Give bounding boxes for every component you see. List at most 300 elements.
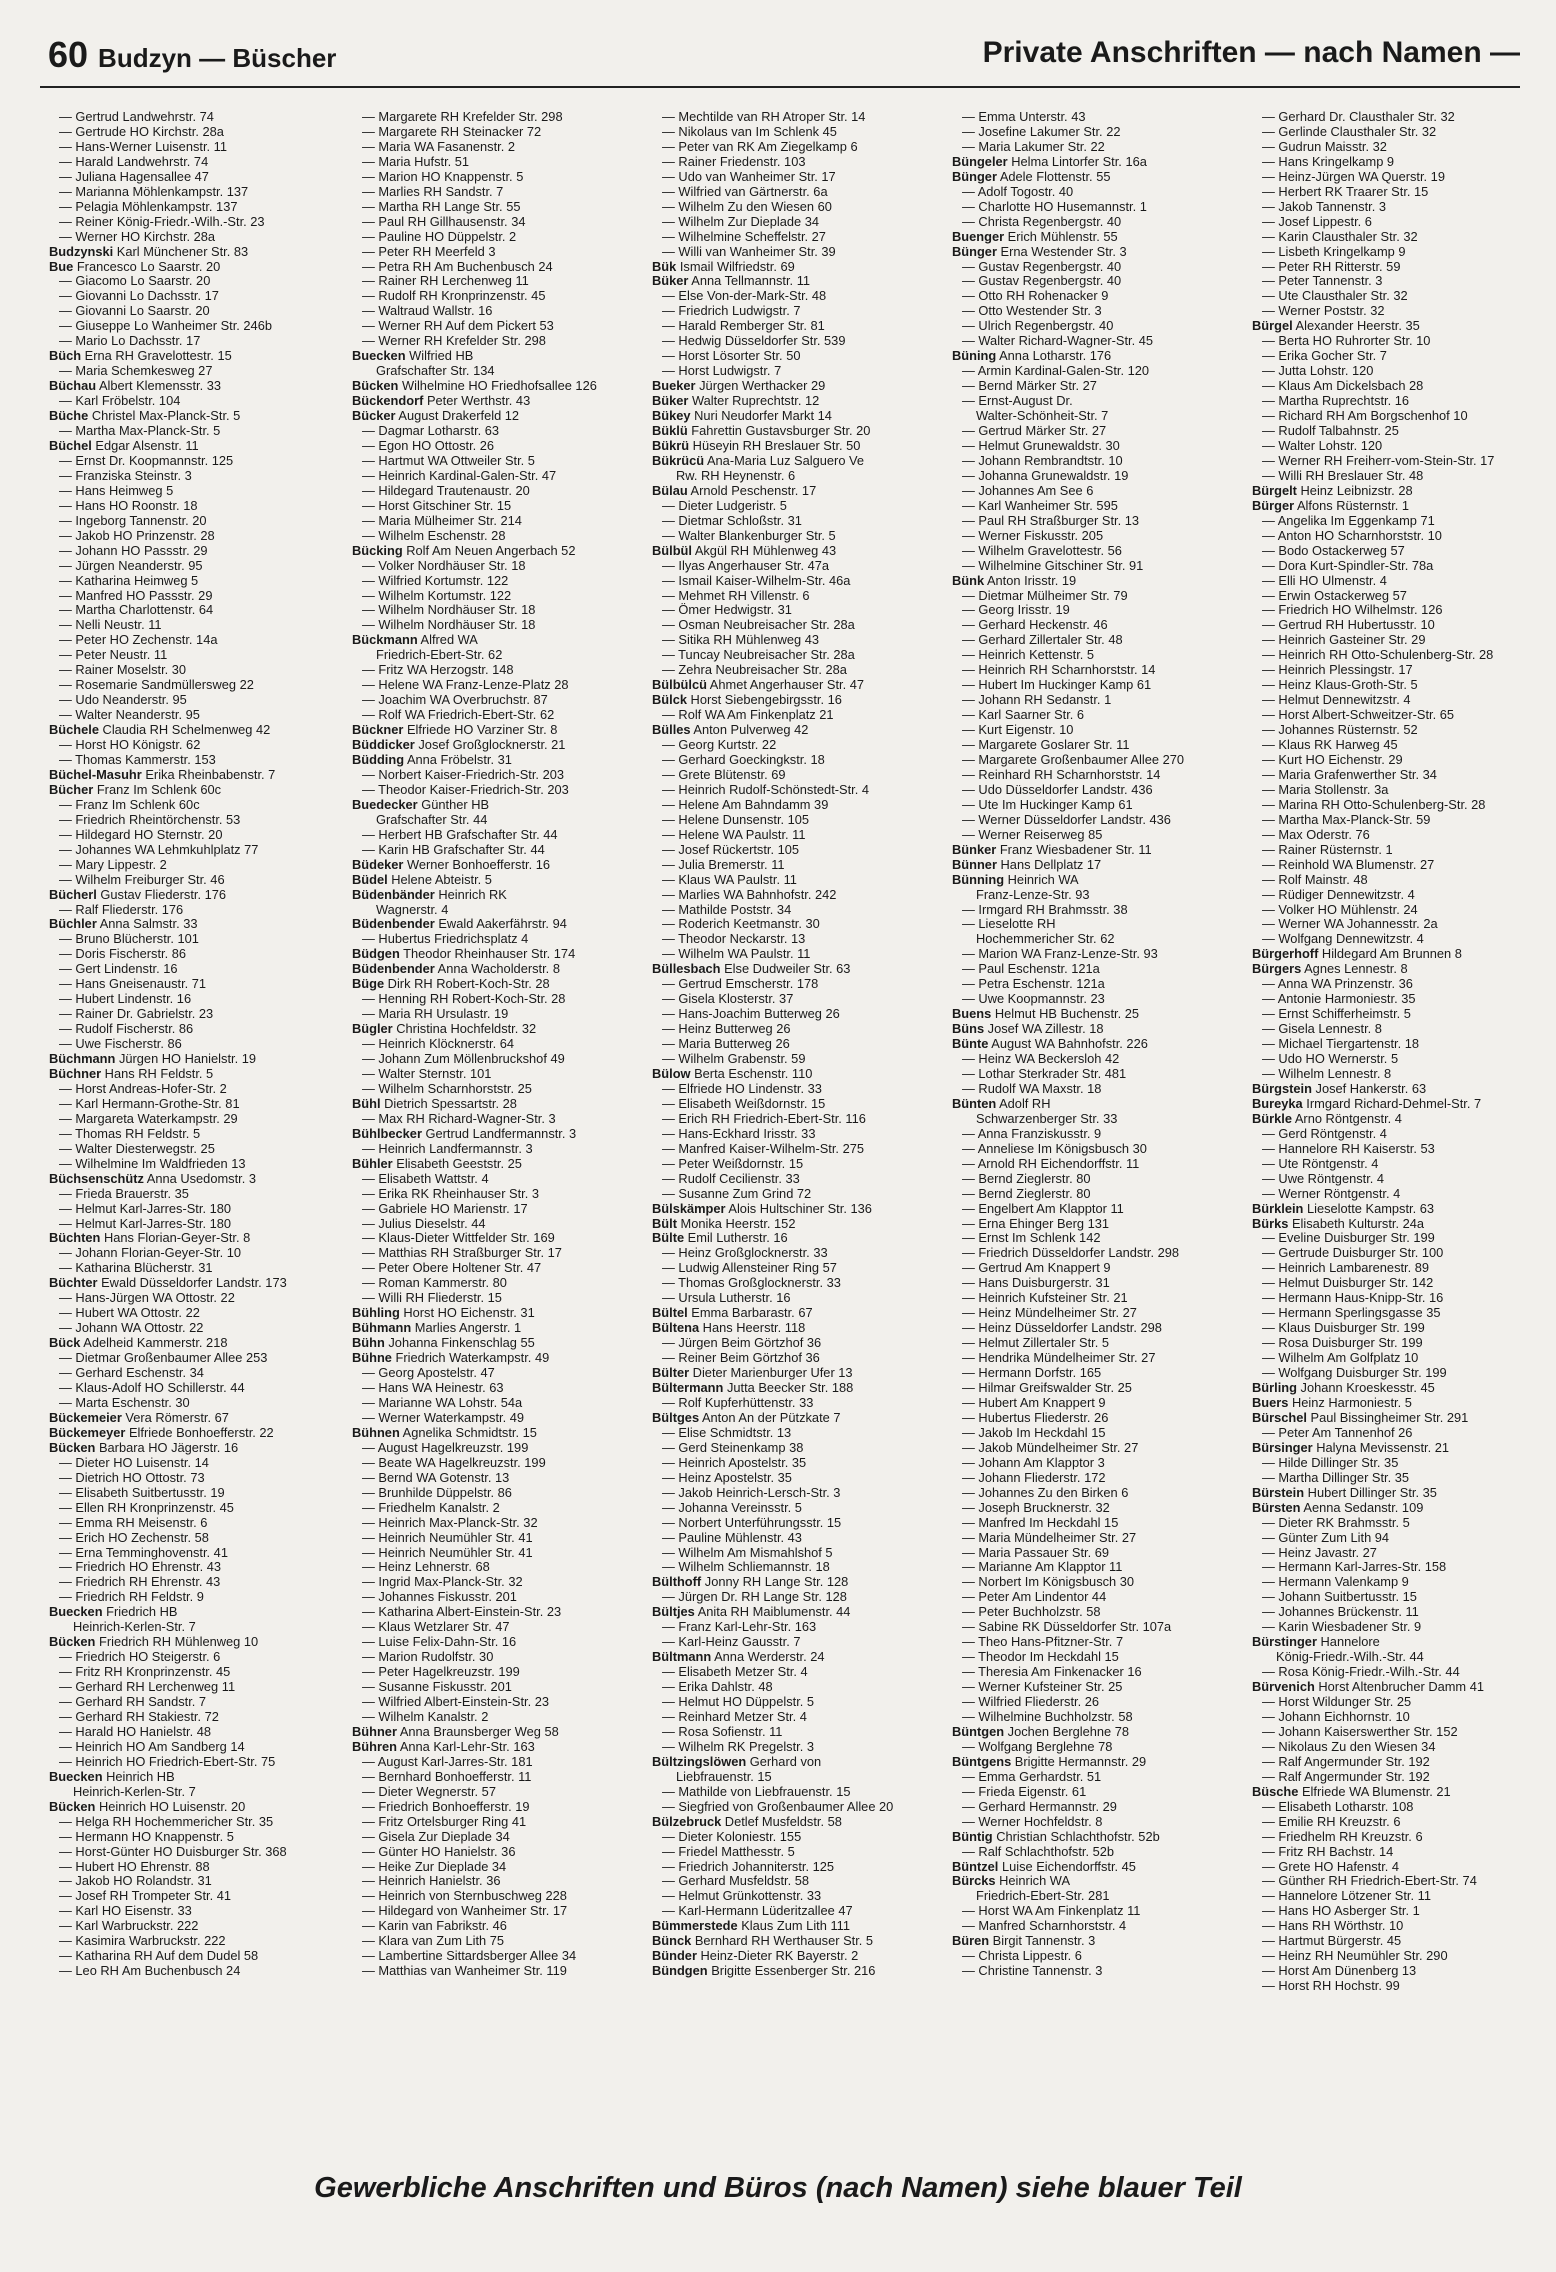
entry-details: Josef Großglocknerstr. 21 (414, 738, 566, 753)
directory-entry: — Friedrich Ludwigstr. 7 (662, 304, 801, 319)
directory-entry: — Rudolf WA Maxstr. 18 (962, 1081, 1102, 1096)
directory-entry-continuation: König-Friedr.-Wilh.-Str. 44 (1276, 1650, 1424, 1665)
directory-entry: — Gerhard RH Lerchenweg 11 (59, 1680, 236, 1695)
surname: Bünk (952, 573, 985, 588)
directory-entry-head (49, 917, 339, 932)
directory-entry: — Wilhelm Kanalstr. 2 (362, 1709, 489, 1724)
directory-entry: — Erika RK Rheinhauser Str. 3 (362, 1186, 540, 1201)
directory-entry-head (352, 858, 642, 873)
entry-details: Arno Röntgenstr. 4 (1291, 1111, 1402, 1126)
directory-entry: — Peter Hagelkreuzstr. 199 (362, 1665, 520, 1680)
directory-entry-head (652, 260, 942, 275)
directory-entry: — Hubertus Fliederstr. 26 (962, 1410, 1109, 1425)
directory-entry-head (1252, 947, 1542, 962)
directory-entry-head (352, 917, 642, 932)
directory-entry: — Helene WA Franz-Lenze-Platz 28 (362, 678, 569, 693)
entry-details: Else Dudweiler Str. 63 (720, 962, 851, 977)
entry-details: Horst Altenbrucher Damm 41 (1314, 1680, 1484, 1695)
directory-entry: — Reinhard RH Scharnhorststr. 14 (962, 767, 1161, 782)
directory-entry: — Emma Unterstr. 43 (962, 110, 1086, 124)
directory-entry: — Klaus Am Dickelsbach 28 (1262, 379, 1424, 394)
directory-entry-head (652, 394, 942, 409)
directory-entry: — Rainer Moselstr. 30 (59, 663, 187, 678)
directory-entry: — Reinhard Metzer Str. 4 (662, 1709, 807, 1724)
entry-details: Hans Dellplatz 17 (996, 857, 1102, 872)
directory-entry: — Jürgen Beim Görtzhof 36 (662, 1336, 822, 1351)
surname: Bürgstein (1252, 1081, 1312, 1096)
surname: Bülow (652, 1067, 691, 1081)
directory-entry: — Werner RH Auf dem Pickert 53 (362, 319, 554, 334)
directory-entry: — Heinrich Plessingstr. 17 (1262, 663, 1413, 678)
directory-entry-head (49, 1231, 339, 1246)
directory-entry: — Hermann Sperlingsgasse 35 (1262, 1306, 1441, 1321)
directory-entry: — Marion HO Knappenstr. 5 (362, 169, 524, 184)
directory-entry: — Horst Wildunger Str. 25 (1262, 1695, 1412, 1710)
surname: Bünner (952, 857, 997, 872)
directory-entry: — Hans RH Wörthstr. 10 (1262, 1919, 1404, 1934)
directory-entry: — Helene Dunsenstr. 105 (662, 812, 810, 827)
directory-entry: — Karl Hermann-Grothe-Str. 81 (59, 1096, 240, 1111)
directory-entry: — Nikolaus Zu den Wiesen 34 (1262, 1739, 1436, 1754)
directory-entry-head (652, 1067, 942, 1082)
directory-entry: — Horst Albert-Schweitzer-Str. 65 (1262, 708, 1455, 723)
directory-entry: — Johann Zum Möllenbruckshof 49 (362, 1052, 565, 1067)
entry-details: Dirk RH Robert-Koch-Str. 28 (384, 977, 550, 992)
directory-entry: — Maria Butterweg 26 (662, 1037, 790, 1052)
directory-entry: — Uwe Koopmannstr. 23 (962, 992, 1105, 1007)
entry-details: Marlies Angerstr. 1 (411, 1321, 522, 1336)
directory-entry: — Ludwig Allensteiner Ring 57 (662, 1261, 837, 1276)
directory-entry-head (952, 1022, 1242, 1037)
entry-details: Josef WA Zillestr. 18 (984, 1022, 1104, 1037)
directory-entry: — Wilfried Albert-Einstein-Str. 23 (362, 1695, 550, 1710)
directory-entry: — Matthias van Wanheimer Str. 119 (362, 1964, 567, 1979)
directory-entry: — Anneliese Im Königsbusch 30 (962, 1141, 1147, 1156)
entry-details: Alfred WA (417, 633, 478, 648)
directory-entry: — Lisbeth Kringelkamp 9 (1262, 244, 1406, 259)
entry-details: Alexander Heerstr. 35 (1292, 319, 1420, 334)
entry-details: Helene Abteistr. 5 (387, 872, 492, 887)
entry-details: Erika Rheinbabenstr. 7 (141, 767, 276, 782)
directory-entry: — Jakob Heinrich-Lersch-Str. 3 (662, 1485, 841, 1500)
directory-entry: — Marianna Möhlenkampstr. 137 (59, 184, 249, 199)
directory-entry: — Osman Neubreisacher Str. 28a (662, 618, 855, 633)
entry-details: Peter Werthstr. 43 (423, 394, 531, 409)
directory-entry: — Jakob Mündelheimer Str. 27 (962, 1440, 1139, 1455)
surname: Bürvenich (1252, 1680, 1315, 1695)
surname: Bünck (652, 1934, 692, 1949)
entry-details: Adele Flottenstr. 55 (996, 169, 1111, 184)
directory-entry: — Jakob HO Prinzenstr. 28 (59, 528, 215, 543)
directory-entry: — Margareta Waterkampstr. 29 (59, 1111, 238, 1126)
surname: Büchele (49, 723, 99, 738)
entry-details: Wilhelmine HO Friedhofsallee 126 (398, 379, 597, 394)
surname: Bürstinger (1252, 1635, 1317, 1650)
directory-entry: — Johann HO Passstr. 29 (59, 543, 208, 558)
surname: Bückner (352, 723, 404, 738)
directory-entry-head (49, 1441, 339, 1456)
directory-entry-head (652, 484, 942, 499)
directory-entry-head (352, 738, 642, 753)
directory-entry: — Dieter Wegnerstr. 57 (362, 1784, 496, 1799)
directory-entry: — Karin Wiesbadener Str. 9 (1262, 1620, 1422, 1635)
directory-entry: — Heinrich Hanielstr. 36 (362, 1874, 501, 1889)
surname: Bühler (352, 1156, 393, 1171)
directory-entry: — Heinrich Klöcknerstr. 64 (362, 1037, 515, 1052)
directory-entry-head (952, 873, 1242, 888)
directory-entry: — Charlotte HO Husemannstr. 1 (962, 199, 1147, 214)
directory-entry: — Katharina Albert-Einstein-Str. 23 (362, 1605, 562, 1620)
directory-entry-head (952, 1874, 1242, 1889)
surname: Büren (952, 1934, 990, 1949)
directory-entry: — Fritz Ortelsburger Ring 41 (362, 1814, 527, 1829)
section-title: Private Anschriften — nach Namen — (982, 36, 1520, 69)
directory-entry: — Wolfgang Dennewitzstr. 4 (1262, 932, 1424, 947)
directory-entry: — Wilhelm RK Pregelstr. 3 (662, 1739, 815, 1754)
directory-entry-head (49, 439, 339, 454)
directory-entry: — Wilhelm Lennestr. 8 (1262, 1067, 1392, 1081)
directory-entry: — Dietrich HO Ottostr. 73 (59, 1470, 205, 1485)
directory-entry-head (652, 1919, 942, 1934)
directory-entry-head (952, 1934, 1242, 1949)
entry-details: Lieselotte Kampstr. 63 (1303, 1201, 1435, 1216)
surname: Bültjes (652, 1605, 695, 1620)
surname: Bühner (352, 1724, 397, 1739)
surname: Bülles (652, 723, 691, 738)
directory-entry: — Elfriede HO Lindenstr. 33 (662, 1081, 822, 1096)
directory-entry-head (49, 783, 339, 798)
surname: Bülter (652, 1366, 690, 1381)
surname: Büchten (49, 1231, 101, 1246)
directory-entry: — Helmut Grünkottenstr. 33 (662, 1889, 822, 1904)
directory-entry-head (1252, 499, 1542, 514)
entry-details: Albert Klemensstr. 33 (96, 379, 222, 394)
surname: Bürklein (1252, 1201, 1304, 1216)
footer-note: Gewerbliche Anschriften und Büros (nach Namen) siehe blauer Teil (314, 2172, 1242, 2204)
directory-entry-head (1252, 319, 1542, 334)
directory-entry: — Klaus RK Harweg 45 (1262, 738, 1398, 753)
directory-entry: — Rüdiger Dennewitzstr. 4 (1262, 887, 1415, 902)
directory-entry: — Helga RH Hochemmericher Str. 35 (59, 1814, 274, 1829)
directory-entry-head (652, 1411, 942, 1426)
directory-entry-head (952, 155, 1242, 170)
directory-entry: — Werner Kufsteiner Str. 25 (962, 1680, 1123, 1695)
directory-entry: — Karl-Heinz Gausstr. 7 (662, 1635, 801, 1650)
directory-entry: — Heinz Apostelstr. 35 (662, 1470, 792, 1485)
directory-entry: — Marta Eschenstr. 30 (59, 1395, 190, 1410)
entry-details: Hannelore (1316, 1635, 1380, 1650)
directory-entry: — Friedhelm RH Kreuzstr. 6 (1262, 1829, 1423, 1844)
page-name-range: Budzyn — Büscher (98, 43, 337, 73)
surname: Buenger (952, 229, 1005, 244)
directory-entry: — Gerhard Heckenstr. 46 (962, 618, 1108, 633)
directory-entry-head (1252, 1217, 1542, 1232)
directory-entry: — Horst Ludwigstr. 7 (662, 364, 782, 379)
directory-entry: — Karl Fröbelstr. 104 (59, 394, 181, 409)
directory-entry: — Heinrich Max-Planck-Str. 32 (362, 1515, 538, 1530)
entry-details: Anna Tellmannstr. 11 (688, 274, 811, 289)
directory-entry: — Elisabeth Suitbertusstr. 19 (59, 1485, 225, 1500)
directory-entry: — Ernst-August Dr. (962, 394, 1073, 409)
directory-entry-head (49, 1067, 339, 1082)
directory-entry-head (652, 439, 942, 454)
directory-entry: — Katharina Heimweg 5 (59, 573, 199, 588)
entry-details: Walter Ruprechtstr. 12 (688, 394, 820, 409)
directory-entry: — Martha Max-Planck-Str. 5 (59, 424, 221, 439)
directory-entry: — Marlies WA Bahnhofstr. 242 (662, 887, 837, 902)
directory-entry: — Ralf Schlachthofstr. 52b (962, 1844, 1115, 1859)
directory-entry: — Hubert Im Huckinger Kamp 61 (962, 678, 1152, 693)
directory-entry-head (352, 1426, 642, 1441)
entry-details: Gertrud Landfermannstr. 3 (421, 1126, 577, 1141)
entry-details: Elfriede HO Varziner Str. 8 (403, 723, 558, 738)
directory-entry: — Dieter RK Brahmsstr. 5 (1262, 1515, 1410, 1530)
directory-entry: — Maria RH Ursulastr. 19 (362, 1007, 509, 1022)
directory-entry: — Heinrich von Sternbuschweg 228 (362, 1889, 567, 1904)
directory-entry: — Heinrich Lambarenestr. 89 (1262, 1261, 1430, 1276)
directory-entry: — Johannes Rüsternstr. 52 (1262, 723, 1418, 738)
directory-entry: — Heinz Lehnerstr. 68 (362, 1560, 490, 1575)
directory-entry: — Heinrich RH Otto-Schulenberg-Str. 28 (1262, 648, 1494, 663)
surname: Buers (1252, 1395, 1289, 1410)
surname: Büngeler (952, 154, 1008, 169)
directory-entry: — Ute Röntgenstr. 4 (1262, 1156, 1379, 1171)
directory-entry: — Werner HO Kirchstr. 28a (59, 229, 216, 244)
directory-entry: — Horst HO Königstr. 62 (59, 738, 201, 753)
directory-entry: — Walter Blankenburger Str. 5 (662, 528, 836, 543)
directory-entry-head (352, 947, 642, 962)
directory-entry-continuation: Heinrich-Kerlen-Str. 7 (73, 1784, 196, 1799)
surname: Bükrücü (652, 453, 705, 468)
directory-entry: — Mathilde von Liebfrauenstr. 15 (662, 1784, 851, 1799)
directory-entry: — Johannes Fiskusstr. 201 (362, 1590, 517, 1605)
directory-entry: — Mehmet RH Villenstr. 6 (662, 588, 810, 603)
directory-entry: — Rainer Friedenstr. 103 (662, 154, 806, 169)
surname: Bühn (352, 1336, 385, 1351)
directory-entry: — Wolfgang Berglehne 78 (962, 1739, 1113, 1754)
directory-entry-head (352, 349, 642, 364)
directory-entry: — Richard RH Am Borgschenhof 10 (1262, 409, 1468, 424)
directory-entry-head (1252, 1501, 1542, 1516)
directory-entry: — Peter Weißdornstr. 15 (662, 1156, 804, 1171)
entry-details: Friedrich Waterkampstr. 49 (391, 1351, 550, 1366)
directory-entry: — Helmut Zillertaler Str. 5 (962, 1336, 1110, 1351)
surname: Bühne (352, 1351, 392, 1366)
entry-details: Adelheid Kammerstr. 218 (80, 1336, 228, 1351)
directory-entry: — Werner Düsseldorfer Landstr. 436 (962, 812, 1171, 827)
directory-entry: — Gerhard Musfeldstr. 58 (662, 1874, 810, 1889)
directory-entry-head (352, 633, 642, 648)
directory-entry: — Thomas Kammerstr. 153 (59, 752, 216, 767)
directory-entry: — Klaus-Dieter Wittfelder Str. 169 (362, 1231, 555, 1246)
directory-column-3 (652, 110, 942, 2155)
directory-entry: — Maria Passauer Str. 69 (962, 1545, 1110, 1560)
directory-entry: — Hannelore Lötzener Str. 11 (1262, 1889, 1431, 1904)
directory-entry: — Peter Am Lindentor 44 (962, 1590, 1107, 1605)
directory-entry: — Peter RH Meerfeld 3 (362, 244, 496, 259)
directory-entry: — Reinhold WA Blumenstr. 27 (1262, 857, 1435, 872)
directory-entry: — Hermann Haus-Knipp-Str. 16 (1262, 1291, 1444, 1306)
header-left (48, 34, 336, 76)
directory-entry: — Wilfried Fliederstr. 26 (962, 1695, 1100, 1710)
directory-entry: — Theodor Im Heckdahl 15 (962, 1650, 1119, 1665)
surname: Büddicker (352, 738, 415, 753)
directory-entry: — Friedel Matthesstr. 5 (662, 1844, 795, 1859)
directory-entry: — Josef Rückertstr. 105 (662, 842, 800, 857)
entry-details: Christian Schlachthofstr. 52b (992, 1829, 1160, 1844)
directory-entry: — Otto Westender Str. 3 (962, 304, 1102, 319)
directory-entry: — Gisela Klosterstr. 37 (662, 992, 794, 1007)
directory-entry: — Joachim WA Overbruchstr. 87 (362, 693, 548, 708)
directory-entry: — Marion WA Franz-Lenze-Str. 93 (962, 947, 1158, 962)
directory-entry: — Julius Dieselstr. 44 (362, 1216, 486, 1231)
directory-entry: — Paul RH Straßburger Str. 13 (962, 513, 1140, 528)
directory-entry: — Rosa Sofienstr. 11 (662, 1724, 783, 1739)
directory-entry: — Tuncay Neubreisacher Str. 28a (662, 648, 855, 663)
directory-entry: — Heinz-Jürgen WA Querstr. 19 (1262, 169, 1445, 184)
directory-entry: — Rolf WA Am Finkenplatz 21 (662, 708, 834, 723)
directory-entry: — Hans-Werner Luisenstr. 11 (59, 139, 227, 154)
directory-entry: — Hilmar Greifswalder Str. 25 (962, 1381, 1132, 1396)
directory-entry: — Udo Düsseldorfer Landstr. 436 (962, 782, 1153, 797)
directory-entry: — Beate WA Hagelkreuzstr. 199 (362, 1455, 546, 1470)
directory-entry: — Johann Florian-Geyer-Str. 10 (59, 1246, 242, 1261)
directory-entry-head (49, 349, 339, 364)
directory-entry: — Emilie RH Kreuzstr. 6 (1262, 1814, 1401, 1829)
page-header (40, 30, 1520, 88)
directory-entry: — August Hagelkreuzstr. 199 (362, 1440, 529, 1455)
directory-entry: — Juliana Hagensallee 47 (59, 169, 209, 184)
directory-entry-head (352, 1725, 642, 1740)
directory-entry: — Brunhilde Düppelstr. 86 (362, 1485, 512, 1500)
directory-entry: — Jakob Tannenstr. 3 (1262, 199, 1386, 214)
directory-entry: — Jutta Lohstr. 120 (1262, 364, 1374, 379)
directory-entry: — Franziska Steinstr. 3 (59, 468, 192, 483)
surname: Bücken (49, 1440, 96, 1455)
directory-entry: — Maria Hufstr. 51 (362, 154, 470, 169)
entry-details: Hans Florian-Geyer-Str. 8 (100, 1231, 251, 1246)
directory-entry: — Bruno Blücherstr. 101 (59, 932, 199, 947)
directory-entry: — Gerhard Zillertaler Str. 48 (962, 633, 1123, 648)
entry-details: Anton Pulverweg 42 (690, 723, 809, 738)
directory-entry: — Fritz WA Herzogstr. 148 (362, 663, 514, 678)
directory-entry: — Johannes Zu den Birken 6 (962, 1485, 1129, 1500)
directory-entry: — Friedrich Rheintörchenstr. 53 (59, 812, 241, 827)
directory-entry: — Erwin Ostackerweg 57 (1262, 588, 1407, 603)
directory-entry: — Margarete Großenbaumer Allee 270 (962, 752, 1185, 767)
entry-details: Paul Bissingheimer Str. 291 (1306, 1410, 1469, 1425)
page-number: 60 (48, 34, 89, 75)
directory-entry-head (652, 1217, 942, 1232)
surname: Bükey (652, 409, 691, 424)
directory-entry-head (952, 170, 1242, 185)
directory-entry-head (652, 1381, 942, 1396)
directory-entry-head (352, 1022, 642, 1037)
surname: Bücher (49, 782, 94, 797)
surname: Bültena (652, 1321, 700, 1336)
surname: Bürcks (952, 1874, 996, 1889)
directory-entry: — Harald Landwehrstr. 74 (59, 154, 209, 169)
entry-details: Horst Siebengebirgsstr. 16 (686, 693, 842, 708)
directory-entry-head (49, 379, 339, 394)
directory-entry: — Rainer RH Lerchenweg 11 (362, 274, 529, 289)
directory-entry: — Walter Sternstr. 101 (362, 1067, 492, 1081)
directory-entry: — Johann Eichhornstr. 10 (1262, 1709, 1410, 1724)
directory-entry: — Sitika RH Mühlenweg 43 (662, 633, 820, 648)
surname: Büchner (49, 1067, 102, 1081)
directory-entry: — Klaus Duisburger Str. 199 (1262, 1321, 1425, 1336)
entry-details: Hans RH Feldstr. 5 (101, 1067, 214, 1081)
directory-entry: — Adolf Togostr. 40 (962, 184, 1074, 199)
directory-entry: — Matthias RH Straßburger Str. 17 (362, 1246, 562, 1261)
directory-entry: — Harald Remberger Str. 81 (662, 319, 825, 334)
directory-entry: — Max Oderstr. 76 (1262, 827, 1370, 842)
surname: Büdel (352, 872, 388, 887)
directory-entry: — Maria Stollenstr. 3a (1262, 782, 1389, 797)
directory-entry: — Friedrich HO Ehrenstr. 43 (59, 1560, 222, 1575)
directory-entry: — Dora Kurt-Spindler-Str. 78a (1262, 558, 1434, 573)
directory-entry: — Maria Mülheimer Str. 214 (362, 513, 522, 528)
directory-entry: — Maria Mündelheimer Str. 27 (962, 1530, 1137, 1545)
directory-entry: — Dieter HO Luisenstr. 14 (59, 1455, 209, 1470)
surname: Bült (652, 1216, 677, 1231)
surname: Büchel (49, 438, 92, 453)
surname: Büge (352, 977, 385, 992)
surname: Bürkle (1252, 1111, 1292, 1126)
surname: Buens (952, 1007, 992, 1022)
directory-entry: — Mathilde Poststr. 34 (662, 902, 792, 917)
directory-entry: — Gisela Lennestr. 8 (1262, 1022, 1382, 1037)
directory-entry: — Karl Saarner Str. 6 (962, 708, 1085, 723)
surname: Bücking (352, 543, 403, 558)
directory-entry: — Dagmar Lotharstr. 63 (362, 424, 500, 439)
directory-entry: — Wilfried Kortumstr. 122 (362, 573, 509, 588)
directory-entry: — Lieselotte RH (962, 917, 1056, 932)
surname: Bülck (652, 693, 687, 708)
surname: Bültel (652, 1306, 688, 1321)
surname: Büdeker (352, 857, 404, 872)
directory-entry: — Georg Apostelstr. 47 (362, 1366, 495, 1381)
directory-entry-head (952, 230, 1242, 245)
entry-details: Francesco Lo Saarstr. 20 (73, 259, 221, 274)
directory-entry-head (352, 1321, 642, 1336)
directory-entry-head (952, 574, 1242, 589)
directory-entry: — Leo RH Am Buchenbusch 24 (59, 1964, 241, 1979)
directory-entry: — Peter Obere Holtener Str. 47 (362, 1261, 542, 1276)
surname: Bürstein (1252, 1485, 1305, 1500)
directory-entry-head (49, 1770, 339, 1785)
directory-entry: — Heinrich RH Scharnhorststr. 14 (962, 663, 1156, 678)
directory-entry: — Peter Buchholzstr. 58 (962, 1605, 1101, 1620)
directory-entry: — Elli HO Ulmenstr. 4 (1262, 573, 1387, 588)
directory-entry: — Heike Zur Dieplade 34 (362, 1859, 507, 1874)
directory-entry: — Hildegard von Wanheimer Str. 17 (362, 1904, 568, 1919)
directory-entry: — Hermann Karl-Jarres-Str. 158 (1262, 1560, 1447, 1575)
directory-entry: — Dietmar Mülheimer Str. 79 (962, 588, 1128, 603)
directory-entry: — Klaus WA Paulstr. 11 (662, 872, 797, 887)
directory-entry: — Hans-Eckhard Irisstr. 33 (662, 1126, 816, 1141)
directory-entry: — Joseph Brucknerstr. 32 (962, 1500, 1110, 1515)
directory-entry: — Peter Tannenstr. 3 (1262, 274, 1383, 289)
directory-entry-head (652, 1575, 942, 1590)
entry-details: Heinrich RK (434, 887, 507, 902)
directory-entry: — Hilde Dillinger Str. 35 (1262, 1455, 1399, 1470)
directory-entry: — Gertrud Landwehrstr. 74 (59, 110, 214, 124)
directory-entry: — Karin van Fabrikstr. 46 (362, 1919, 507, 1934)
directory-entry: — Jakob HO Rolandstr. 31 (59, 1874, 212, 1889)
directory-entry: — Erich RH Friedrich-Ebert-Str. 116 (662, 1111, 866, 1126)
directory-entry: — Irmgard RH Brahmsstr. 38 (962, 902, 1128, 917)
